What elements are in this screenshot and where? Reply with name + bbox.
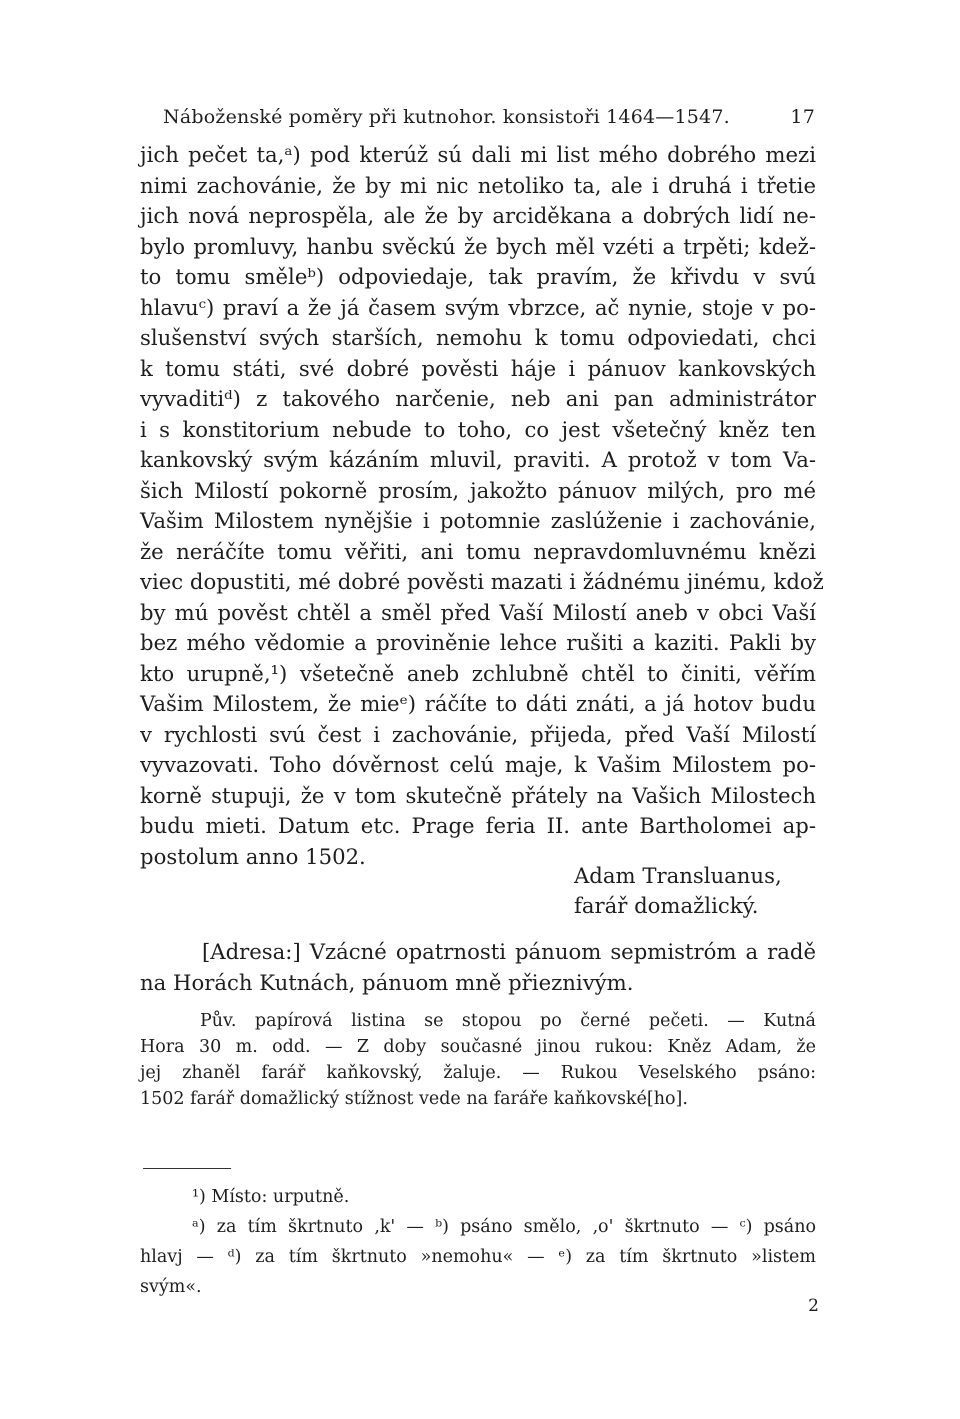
running-head bbox=[163, 106, 815, 132]
source-note-line: Hora 30 m. odd. — Z doby současné jinou rukou: Kněz Adam, že bbox=[140, 1037, 816, 1057]
source-note bbox=[140, 1008, 816, 1112]
body-line: slušenství svých starších, nemohu k tomu odpoviedati, chci bbox=[140, 325, 816, 350]
footnote-line: ¹) Místo: urputně. bbox=[192, 1187, 350, 1207]
page-number: 17 bbox=[790, 106, 815, 128]
body-line: kankovský svým kázáním mluvil, praviti. A protož v tom Va- bbox=[140, 447, 816, 472]
body-line: by mú pověst chtěl a směl před Vaší Milostí aneb v obci Vaší bbox=[140, 599, 816, 625]
body-line: jich pečet ta,ᵃ) pod kterúž sú dali mi list mého dobrého mezi bbox=[140, 142, 816, 167]
body-line: Vašim Milostem nynějšie i potomnie zaslúženie i zachovánie, bbox=[140, 508, 816, 533]
body-line: šich Milostí pokorně prosím, jakožto pánuov milých, pro mé bbox=[140, 477, 816, 503]
signature-title: farář domažlický. bbox=[574, 893, 759, 918]
body-line: že neráčíte tomu věřiti, ani tomu nepravdomluvnému knězi bbox=[140, 538, 816, 564]
running-head-title: Náboženské poměry při kutnohor. konsistoři 1464—1547. bbox=[163, 106, 730, 128]
body-line: bylo promluvy, hanbu svěckú že bych měl vzéti a trpěti; kdež- bbox=[140, 233, 816, 259]
body-line: k tomu státi, své dobré pověsti háje i pánuov kankovských bbox=[140, 355, 816, 381]
signature-name: Adam Transluanus, bbox=[574, 863, 782, 888]
body-line: i s konstitorium nebude to toho, co jest všetečný kněz ten bbox=[140, 416, 816, 442]
footnote-line: svým«. bbox=[140, 1277, 202, 1297]
body-line: kto urupně,¹) všetečně aneb zchlubně chtěl to činiti, věřím bbox=[140, 660, 816, 686]
body-line: vyvazovati. Toho dóvěrnost celú maje, k Vašim Milostem po- bbox=[140, 752, 816, 777]
letter-body bbox=[140, 140, 824, 872]
signature bbox=[574, 861, 824, 921]
body-line: hlavuᶜ) praví a že já časem svým vbrzce, ač nynie, stoje v po- bbox=[140, 294, 816, 320]
address-block bbox=[140, 936, 816, 998]
body-line: budu mieti. Datum etc. Prage feria II. ante Bartholomei ap- bbox=[140, 813, 816, 838]
body-line: to tomu směleᵇ) odpoviedaje, tak pravím, že křivdu v svú bbox=[140, 264, 816, 289]
footnotes bbox=[140, 1182, 816, 1302]
body-line: bez mého vědomie a proviněnie lehce rušiti a kaziti. Pakli by bbox=[140, 630, 816, 655]
footnote-line: ᵃ) za tím škrtnuto ‚k' — ᵇ) psáno smělo, ‚o' škrtnuto — ᶜ) psáno bbox=[192, 1217, 816, 1237]
body-line: postolum anno 1502. bbox=[140, 843, 366, 869]
footnote-divider bbox=[143, 1168, 231, 1169]
source-note-line: 1502 farář domažlický stížnost vede na faráře kaňkovské[ho]. bbox=[140, 1089, 688, 1109]
address-line: [Adresa:] Vzácné opatrnosti pánuom sepmistróm a radě bbox=[202, 939, 816, 964]
body-line: viec dopustiti, mé dobré pověsti mazati i žádnému jinému, kdož bbox=[140, 569, 824, 594]
body-line: korně stupuji, že v tom skutečně přátely na Vašich Milostech bbox=[140, 782, 816, 808]
footnote-line: hlavj — ᵈ) za tím škrtnuto »nemohu« — ᵉ) za tím škrtnuto »listem bbox=[140, 1247, 816, 1267]
body-line: jich nová neprospěla, ale že by arciděkana a dobrých lidí ne- bbox=[140, 203, 816, 228]
body-line: nimi zachovánie, že by mi nic netoliko ta, ale i druhá i třetie bbox=[140, 172, 816, 198]
source-note-line: jej zhaněl farář kaňkovský, žaluje. — Rukou Veselského psáno: bbox=[140, 1063, 816, 1083]
body-line: v rychlosti svú čest i zachovánie, přijeda, před Vaší Milostí bbox=[140, 721, 816, 747]
body-line: Vašim Milostem, že mieᵉ) ráčíte to dáti znáti, a já hotov budu bbox=[140, 691, 816, 716]
sheet-mark: 2 bbox=[808, 1296, 819, 1316]
address-line: na Horách Kutnách, pánuom mně přieznivým. bbox=[140, 970, 634, 995]
source-note-line: Pův. papírová listina se stopou po černé pečeti. — Kutná bbox=[200, 1011, 816, 1031]
body-line: vyvaditiᵈ) z takového narčenie, neb ani pan administrátor bbox=[140, 386, 816, 411]
